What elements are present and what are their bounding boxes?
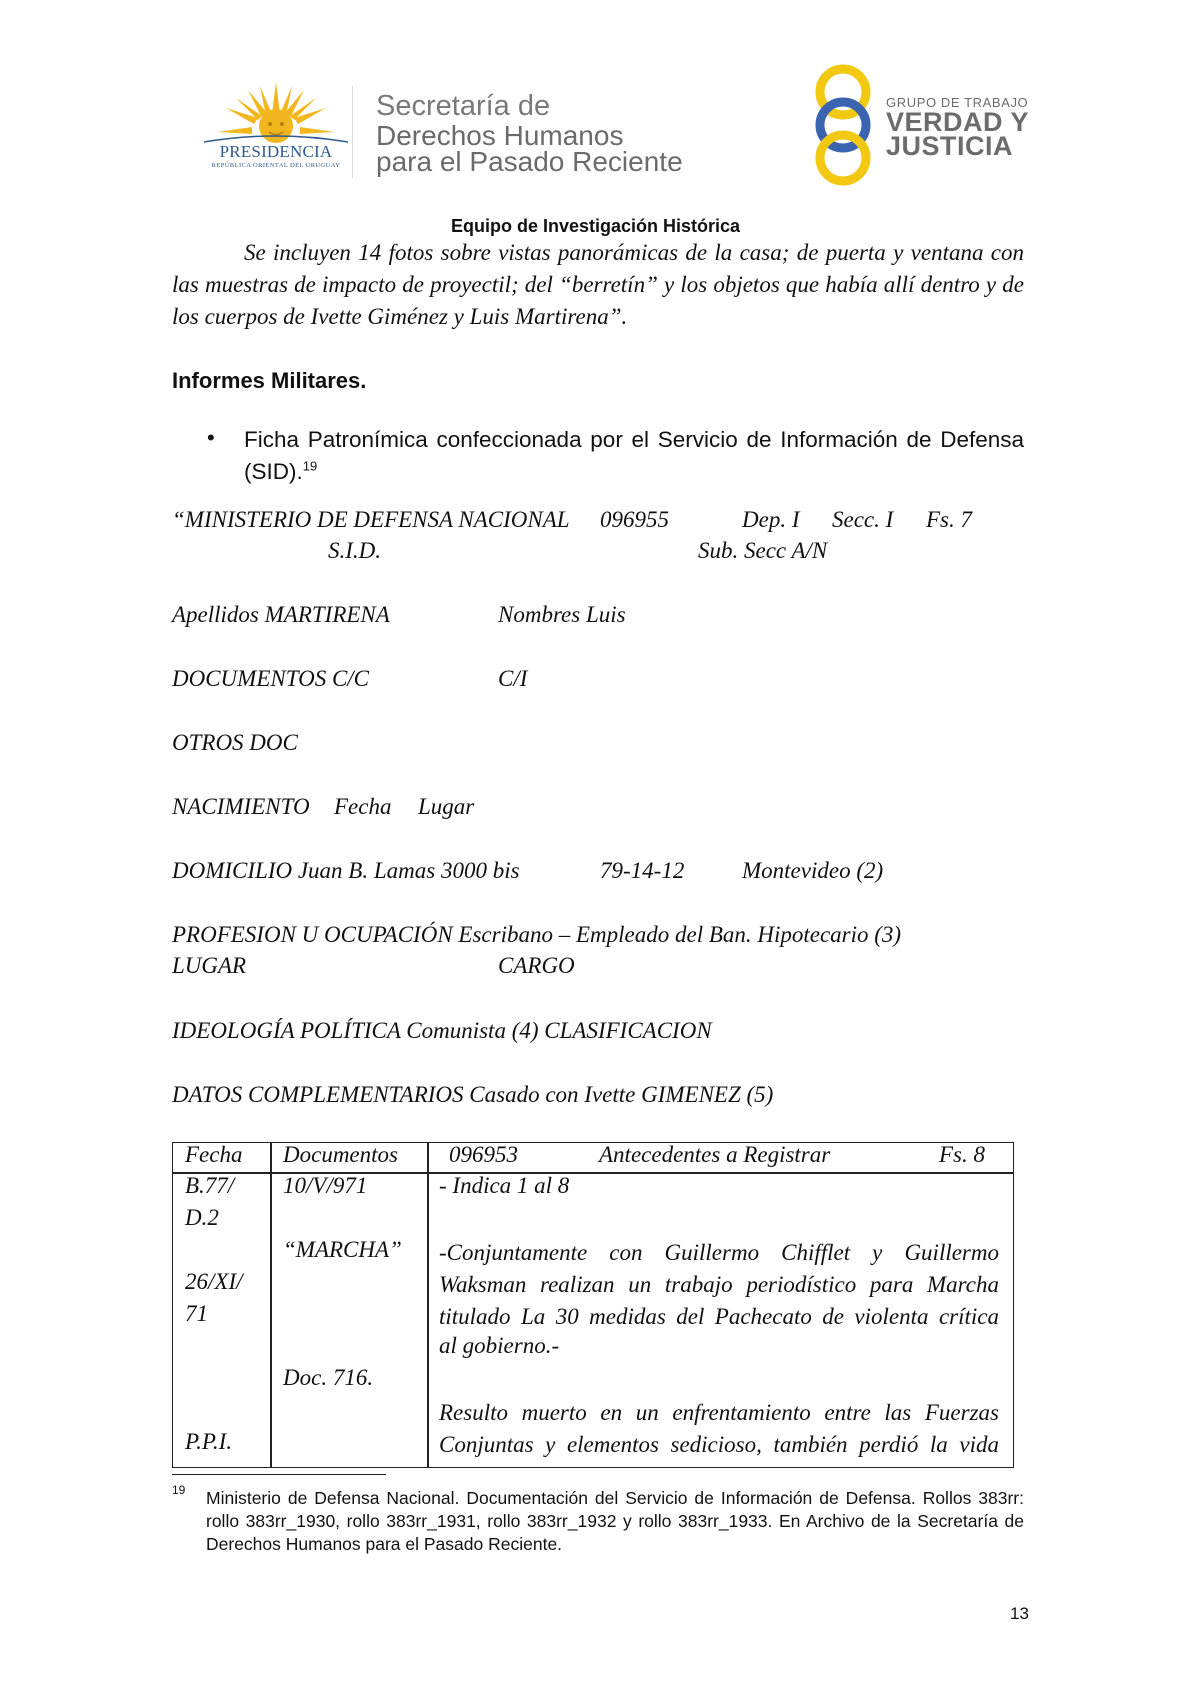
ficha-fecha: Fecha bbox=[334, 794, 392, 819]
ficha-cargo: CARGO bbox=[498, 953, 575, 978]
ficha-profesion: PROFESION U OCUPACIÓN Escribano – Empleado del Ban. Hipotecario (3) bbox=[172, 922, 902, 947]
ficha-datos-complementarios: DATOS COMPLEMENTARIOS Casado con Ivette GIMENEZ (5) bbox=[172, 1082, 774, 1107]
footnote-number: 19 bbox=[172, 1483, 186, 1497]
table-header-documentos: Documentos bbox=[283, 1142, 398, 1167]
secretaria-line-3: para el Pasado Reciente bbox=[376, 146, 683, 177]
antecedentes-table bbox=[172, 1142, 1014, 1468]
table-header-antecedentes: Antecedentes a Registrar bbox=[599, 1142, 831, 1167]
logo-divider bbox=[352, 86, 353, 178]
ficha-lugar: LUGAR bbox=[172, 953, 247, 978]
table-header-numero: 096953 bbox=[449, 1142, 518, 1167]
ficha-nombres: Nombres Luis bbox=[498, 602, 626, 627]
bullet-item bbox=[244, 424, 1024, 488]
ficha-domicilio: DOMICILIO Juan B. Lamas 3000 bis bbox=[172, 858, 520, 883]
justicia-label: JUSTICIA bbox=[886, 131, 1014, 161]
ficha-ciudad: Montevideo (2) bbox=[742, 858, 884, 883]
ficha-telefono: 79-14-12 bbox=[600, 858, 685, 883]
ficha-subsecc: Sub. Secc A/N bbox=[698, 538, 828, 563]
bullet-symbol: • bbox=[207, 425, 215, 450]
table-cell-documento: Doc. 716. bbox=[283, 1365, 374, 1390]
table-cell-documento: “MARCHA” bbox=[283, 1237, 402, 1262]
table-cell-fecha: D.2 bbox=[185, 1205, 219, 1230]
table-cell-antecedente-line: -Conjuntamente con Guillermo Chifflet y Guillermo bbox=[439, 1240, 999, 1265]
table-cell-fecha: P.P.I. bbox=[185, 1429, 233, 1454]
secretaria-line-1: Secretaría de bbox=[376, 90, 551, 122]
page-number: 13 bbox=[1010, 1604, 1029, 1623]
table-cell-documento: 10/V/971 bbox=[283, 1173, 368, 1198]
table-cell-antecedente-line: Conjuntas y elementos sedicioso, también perdió la vida bbox=[439, 1432, 999, 1457]
team-title: Equipo de Investigación Histórica bbox=[450, 216, 741, 236]
intro-paragraph: Se incluyen 14 fotos sobre vistas panorámicas de la casa; de puerta y ventana con las muestras de impacto de proyectil; del “berretín” y los objetos que había allí dentro y de los cuerpos de Ivette Giménez y Luis Martirena”. bbox=[172, 240, 1024, 329]
table-header-fecha: Fecha bbox=[185, 1142, 243, 1167]
section-heading: Informes Militares. bbox=[172, 368, 367, 393]
secretaria-line-2: Derechos Humanos bbox=[376, 120, 624, 151]
ficha-dep: Dep. I bbox=[742, 507, 800, 532]
presidencia-subtitle: REPÚBLICA ORIENTAL DEL URUGUAY bbox=[211, 162, 341, 169]
footnote-text: Ministerio de Defensa Nacional. Documentación del Servicio de Información de Defensa. Rollos 383rr: rollo 383rr_1930, rollo 383rr_1931, rollo 383rr_1932 y rollo 383rr_1933. En Archivo de la Secretaría de Derechos Humanos para el Pasado Reciente. bbox=[206, 1488, 1024, 1554]
footnote-separator bbox=[172, 1474, 386, 1475]
presidencia-name: PRESIDENCIA bbox=[219, 142, 333, 161]
table-cell-fecha: 26/XI/ bbox=[185, 1269, 243, 1294]
table-divider bbox=[427, 1143, 429, 1467]
table-cell-antecedente-line: titulado La 30 medidas del Pachecato de violenta crítica bbox=[439, 1304, 999, 1329]
ficha-ci: C/I bbox=[498, 666, 528, 691]
ficha-apellidos: Apellidos MARTIRENA bbox=[172, 602, 390, 627]
ficha-otros-doc: OTROS DOC bbox=[172, 730, 298, 755]
table-header-fs: Fs. 8 bbox=[939, 1142, 985, 1167]
ficha-documentos: DOCUMENTOS C/C bbox=[172, 666, 370, 691]
table-cell-antecedente-line: Waksman realizan un trabajo periodístico para Marcha bbox=[439, 1272, 999, 1297]
ficha-secc: Secc. I bbox=[832, 507, 894, 532]
verdad-justicia-rings-logo bbox=[812, 62, 874, 188]
table-cell-antecedente-line: al gobierno.- bbox=[439, 1333, 560, 1358]
verdad-label: VERDAD Y bbox=[886, 107, 1030, 137]
ficha-ministerio: “MINISTERIO DE DEFENSA NACIONAL bbox=[172, 507, 570, 532]
grupo-de-trabajo-label: GRUPO DE TRABAJO bbox=[886, 95, 1029, 110]
ficha-ideologia: IDEOLOGÍA POLÍTICA Comunista (4) CLASIFICACION bbox=[172, 1018, 712, 1043]
table-cell-fecha: 71 bbox=[185, 1301, 208, 1326]
ficha-sid: S.I.D. bbox=[328, 538, 382, 563]
table-cell-fecha: B.77/ bbox=[185, 1173, 235, 1198]
bullet-item-text: Ficha Patronímica confeccionada por el Servicio de Información de Defensa (SID). bbox=[244, 427, 1024, 484]
table-divider bbox=[270, 1143, 272, 1467]
footnote-reference: 19 bbox=[302, 458, 318, 474]
table-cell-antecedente: - Indica 1 al 8 bbox=[439, 1173, 570, 1198]
ficha-lugar-nacimiento: Lugar bbox=[418, 794, 475, 819]
table-cell-antecedente-line: Resulto muerto en un enfrentamiento entre las Fuerzas bbox=[439, 1400, 999, 1425]
ficha-nacimiento: NACIMIENTO bbox=[172, 794, 310, 819]
ficha-fs: Fs. 7 bbox=[926, 507, 972, 532]
ficha-numero: 096955 bbox=[600, 507, 669, 532]
